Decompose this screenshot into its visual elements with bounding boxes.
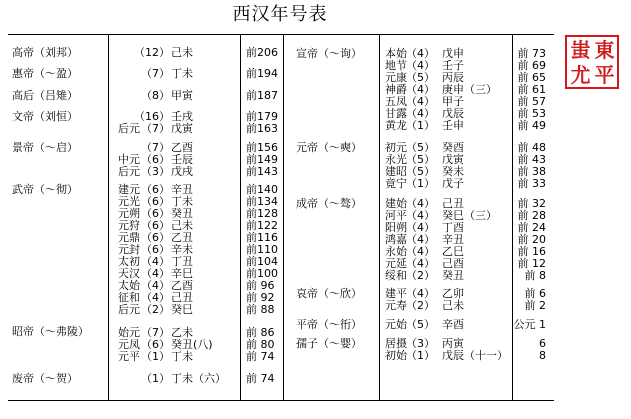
era-name: 地节 [385, 59, 407, 72]
ganzhi-year: 乙未 [171, 326, 193, 339]
ganzhi-year: 己丑 [171, 291, 193, 304]
era-years: （4） [406, 107, 435, 120]
era-name: 中元 [118, 153, 140, 166]
start-year: 前 38 [517, 165, 546, 178]
emperor-name: 孺子（～婴） [296, 337, 362, 350]
start-year: 前 69 [517, 59, 546, 72]
era-years: （2） [406, 269, 435, 282]
emperor-name: 高帝（刘邦） [12, 46, 78, 59]
column-divider [108, 35, 109, 400]
era-years: （6） [141, 153, 170, 166]
start-year: 前116 [246, 231, 278, 244]
start-year: 前 49 [517, 119, 546, 132]
start-year: 前 12 [517, 257, 546, 270]
era-years: （4） [406, 287, 435, 300]
era-name: 黄龙 [385, 119, 407, 132]
ganzhi-year: 丙寅 [442, 337, 464, 350]
ganzhi-year: 乙卯 [442, 287, 464, 300]
era-years: （5） [406, 71, 435, 84]
column-divider [283, 35, 284, 400]
ganzhi-year: 戊子 [442, 177, 464, 190]
era-years: （4） [141, 291, 170, 304]
seal-char: 尤 [570, 63, 591, 87]
ganzhi-year: 乙酉 [171, 141, 193, 154]
seal-stamp [565, 35, 619, 89]
ganzhi-year: 癸巳 [171, 303, 193, 316]
era-name: 元平 [118, 350, 140, 363]
era-years: （2） [141, 303, 170, 316]
era-name: 阳朔 [385, 221, 407, 234]
era-name: 建元 [118, 183, 140, 196]
start-year: 前 24 [517, 221, 546, 234]
emperor-name: 昭帝（～弗陵） [12, 325, 89, 338]
start-year: 前 16 [517, 245, 546, 258]
era-years: （6） [141, 338, 170, 351]
start-year: 前143 [246, 165, 278, 178]
start-year: 前 32 [517, 197, 546, 210]
emperor-name: 成帝（～骜） [296, 197, 362, 210]
ganzhi-year: 辛丑 [442, 233, 464, 246]
start-year: 前 96 [246, 279, 275, 292]
era-name: 后元 [118, 122, 140, 135]
era-name: 五凤 [385, 95, 407, 108]
era-years: （4） [406, 83, 435, 96]
start-year: 前206 [246, 46, 278, 59]
era-years: （7） [141, 326, 170, 339]
column-divider [512, 35, 513, 400]
era-years: （1） [406, 177, 435, 190]
start-year: 前 80 [246, 338, 275, 351]
start-year: 前134 [246, 195, 278, 208]
era-years: （7） [141, 122, 170, 135]
era-name: 元寿 [385, 299, 407, 312]
ganzhi-year: 丁未 [171, 195, 193, 208]
emperor-name: 景帝（～启） [12, 141, 78, 154]
ganzhi-year: 丁未（六） [171, 372, 226, 385]
start-year: 前 74 [246, 350, 275, 363]
era-years: （6） [141, 183, 170, 196]
era-name: 建昭 [385, 165, 407, 178]
start-year: 前 20 [517, 233, 546, 246]
era-name: 太始 [118, 279, 140, 292]
ganzhi-year: 癸丑 [442, 269, 464, 282]
start-year: 前110 [246, 243, 278, 256]
era-name: 元光 [118, 195, 140, 208]
emperor-name: 武帝（～彻） [12, 183, 78, 196]
era-years: （7） [141, 67, 170, 80]
seal-char: 蚩 [570, 38, 591, 62]
ganzhi-year: 己未 [442, 299, 464, 312]
era-years: （6） [141, 243, 170, 256]
ganzhi-year: 戊申 [442, 47, 464, 60]
seal-char: 平 [594, 63, 615, 87]
era-years: （4） [406, 221, 435, 234]
era-name: 绥和 [385, 269, 407, 282]
emperor-name: 平帝（～衎） [296, 318, 362, 331]
start-year: 前 65 [517, 71, 546, 84]
era-years: （6） [141, 207, 170, 220]
emperor-name: 高后（吕雉） [12, 89, 78, 102]
era-name: 元封 [118, 243, 140, 256]
era-years: （3） [406, 337, 435, 350]
era-years: （5） [406, 318, 435, 331]
era-name: 甘露 [385, 107, 407, 120]
start-year: 前187 [246, 89, 278, 102]
ganzhi-year: 癸丑(八) [171, 338, 213, 351]
start-year: 前104 [246, 255, 278, 268]
ganzhi-year: 乙酉 [171, 279, 193, 292]
era-name: 神爵 [385, 83, 407, 96]
era-name: 元鼎 [118, 231, 140, 244]
era-years: （1） [141, 372, 170, 385]
era-name: 居摄 [385, 337, 407, 350]
era-years: （1） [406, 119, 435, 132]
era-name: 太初 [118, 255, 140, 268]
ganzhi-year: 辛巳 [171, 267, 193, 280]
era-years: （4） [406, 209, 435, 222]
ganzhi-year: 甲寅 [171, 89, 193, 102]
ganzhi-year: 壬戌 [171, 110, 193, 123]
era-years: （4） [141, 267, 170, 280]
ganzhi-year: 戊寅 [442, 153, 464, 166]
era-years: （6） [141, 219, 170, 232]
era-name: 元朔 [118, 207, 140, 220]
start-year: 前 6 [524, 287, 546, 300]
start-year: 前122 [246, 219, 278, 232]
era-name: 征和 [118, 291, 140, 304]
era-name: 始元 [118, 326, 140, 339]
page-title: 西汉年号表 [232, 4, 328, 25]
era-years: （5） [406, 165, 435, 178]
start-year: 前163 [246, 122, 278, 135]
era-years: （7） [141, 141, 170, 154]
ganzhi-year: 丁丑 [171, 255, 193, 268]
emperor-name: 元帝（～奭） [296, 141, 362, 154]
ganzhi-year: 乙巳 [442, 245, 464, 258]
start-year: 前128 [246, 207, 278, 220]
ganzhi-year: 己未 [171, 219, 193, 232]
start-year: 前 92 [246, 291, 275, 304]
ganzhi-year: 壬申 [442, 119, 464, 132]
ganzhi-year: 辛未 [171, 243, 193, 256]
start-year: 前 74 [246, 372, 275, 385]
era-years: （4） [406, 233, 435, 246]
start-year: 前100 [246, 267, 278, 280]
era-years: （6） [141, 195, 170, 208]
era-years: （4） [406, 59, 435, 72]
start-year: 前179 [246, 110, 278, 123]
ganzhi-year: 癸未 [442, 165, 464, 178]
start-year: 前 48 [517, 141, 546, 154]
ganzhi-year: 丁未 [171, 67, 193, 80]
era-name: 后元 [118, 165, 140, 178]
column-divider [379, 35, 380, 400]
era-years: （2） [406, 299, 435, 312]
ganzhi-year: 戊辰（十一） [442, 349, 508, 362]
era-name: 本始 [385, 47, 407, 60]
era-name: 初始 [385, 349, 407, 362]
era-name: 河平 [385, 209, 407, 222]
start-year: 前149 [246, 153, 278, 166]
era-name: 元康 [385, 71, 407, 84]
era-years: （5） [406, 141, 435, 154]
start-year: 前 28 [517, 209, 546, 222]
start-year: 前 73 [517, 47, 546, 60]
start-year: 前 61 [517, 83, 546, 96]
era-name: 永光 [385, 153, 407, 166]
emperor-name: 文帝（刘恒） [12, 110, 78, 123]
emperor-name: 废帝（～贺） [12, 372, 78, 385]
ganzhi-year: 壬辰 [171, 153, 193, 166]
era-name: 天汉 [118, 267, 140, 280]
ganzhi-year: 甲子 [442, 95, 464, 108]
era-name: 建平 [385, 287, 407, 300]
era-years: （4） [406, 95, 435, 108]
ganzhi-year: 丁未 [171, 350, 193, 363]
ganzhi-year: 戊寅 [171, 122, 193, 135]
emperor-name: 惠帝（～盈） [12, 67, 78, 80]
start-year: 前 53 [517, 107, 546, 120]
start-year: 前 33 [517, 177, 546, 190]
era-name: 后元 [118, 303, 140, 316]
era-years: （4） [406, 245, 435, 258]
era-name: 竟宁 [385, 177, 407, 190]
ganzhi-year: 丁酉 [442, 221, 464, 234]
ganzhi-year: 丙辰 [442, 71, 464, 84]
start-year: 前156 [246, 141, 278, 154]
emperor-name: 宣帝（～询） [296, 47, 362, 60]
ganzhi-year: 辛酉 [442, 318, 464, 331]
start-year: 前 43 [517, 153, 546, 166]
ganzhi-year: 癸丑 [171, 207, 193, 220]
start-year: 前194 [246, 67, 278, 80]
ganzhi-year: 壬子 [442, 59, 464, 72]
column-divider [240, 35, 241, 400]
era-years: （4） [406, 257, 435, 270]
ganzhi-year: 己丑 [442, 197, 464, 210]
era-name-table [8, 34, 554, 401]
era-years: （4） [406, 47, 435, 60]
era-years: （6） [141, 231, 170, 244]
era-years: （4） [141, 279, 170, 292]
ganzhi-year: 庚申（三） [442, 83, 497, 96]
ganzhi-year: 戊戌 [171, 165, 193, 178]
ganzhi-year: 己酉 [442, 257, 464, 270]
era-years: （4） [406, 197, 435, 210]
ganzhi-year: 癸巳（三） [442, 209, 497, 222]
era-name: 元凤 [118, 338, 140, 351]
start-year: 6 [539, 337, 546, 350]
era-years: （1） [141, 350, 170, 363]
seal-char: 東 [594, 38, 615, 62]
era-name: 建始 [385, 197, 407, 210]
ganzhi-year: 己未 [171, 46, 193, 59]
era-name: 永始 [385, 245, 407, 258]
emperor-name: 哀帝（～欣） [296, 287, 362, 300]
ganzhi-year: 戊辰 [442, 107, 464, 120]
start-year: 前 2 [524, 299, 546, 312]
era-years: （16） [134, 110, 170, 123]
ganzhi-year: 癸酉 [442, 141, 464, 154]
start-year: 前 88 [246, 303, 275, 316]
start-year: 8 [539, 349, 546, 362]
start-year: 前 86 [246, 326, 275, 339]
era-years: （5） [406, 153, 435, 166]
era-name: 元始 [385, 318, 407, 331]
era-name: 鸿嘉 [385, 233, 407, 246]
ganzhi-year: 乙丑 [171, 231, 193, 244]
era-years: （3） [141, 165, 170, 178]
start-year: 前 8 [524, 269, 546, 282]
era-years: （1） [406, 349, 435, 362]
era-years: （12） [134, 46, 170, 59]
start-year: 前140 [246, 183, 278, 196]
era-name: 初元 [385, 141, 407, 154]
start-year: 公元 1 [513, 318, 546, 331]
era-years: （8） [141, 89, 170, 102]
era-name: 元延 [385, 257, 407, 270]
era-name: 元狩 [118, 219, 140, 232]
start-year: 前 57 [517, 95, 546, 108]
era-years: （4） [141, 255, 170, 268]
ganzhi-year: 辛丑 [171, 183, 193, 196]
